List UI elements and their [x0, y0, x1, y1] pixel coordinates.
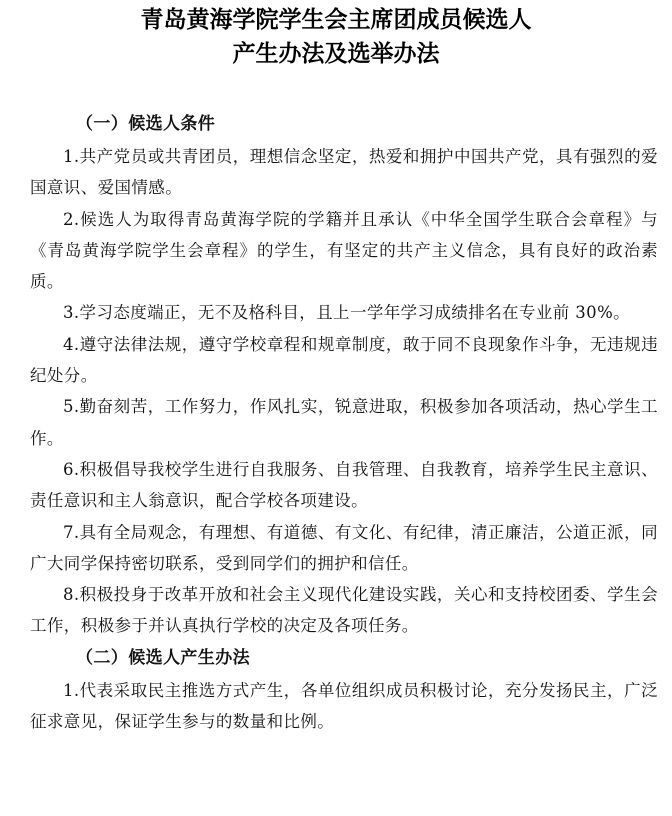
paragraph-condition-8: 8.积极投身于改革开放和社会主义现代化建设实践，关心和支持校团委、学生会工作，积极参于并认真执行学校的决定及各项任务。: [30, 585, 658, 636]
paragraph-condition-5: 5.勤奋刻苦，工作努力，作风扎实，锐意进取，积极参加各项活动，热心学生工作。: [30, 397, 658, 448]
document-title-line-2: 产生办法及选举办法: [232, 41, 440, 67]
paragraph-condition-4: 4.遵守法律法规，遵守学校章程和规章制度，敢于同不良现象作斗争，无违规违纪处分。: [30, 334, 658, 386]
section-heading-candidate-conditions: （一）候选人条件: [76, 114, 216, 134]
document-body: [30, 108, 658, 737]
paragraph-condition-6: 6.积极倡导我校学生进行自我服务、自我管理、自我教育，培养学生民主意识、责任意识和主人翁意识，配合学校各项建设。: [30, 459, 658, 511]
paragraph-condition-3: 3.学习态度端正，无不及格科目，且上一学年学习成绩排名在专业前 30%。: [63, 303, 631, 323]
section-heading-candidate-selection: （二）候选人产生办法: [76, 647, 250, 668]
document-title-line-1: 青岛黄海学院学生会主席团成员候选人: [140, 7, 532, 33]
paragraph-condition-7: 7.具有全局观念，有理想、有道德、有文化、有纪律，清正廉洁，公道正派，同广大同学保持密切联系，受到同学们的拥护和信任。: [30, 522, 658, 573]
paragraph-condition-2: 2.候选人为取得青岛黄海学院的学籍并且承认《中华全国学生联合会章程》与《青岛黄海学院学生会章程》的学生，有坚定的共产主义信念，具有良好的政治素质。: [30, 209, 658, 292]
paragraph-selection-1: 1.代表采取民主推选方式产生，各单位组织成员积极讨论，充分发扬民主，广泛征求意见，保证学生参与的数量和比例。: [30, 680, 658, 732]
paragraph-condition-1: 1.共产党员或共青团员，理想信念坚定，热爱和拥护中国共产党，具有强烈的爱国意识、爱国情感。: [30, 147, 658, 198]
